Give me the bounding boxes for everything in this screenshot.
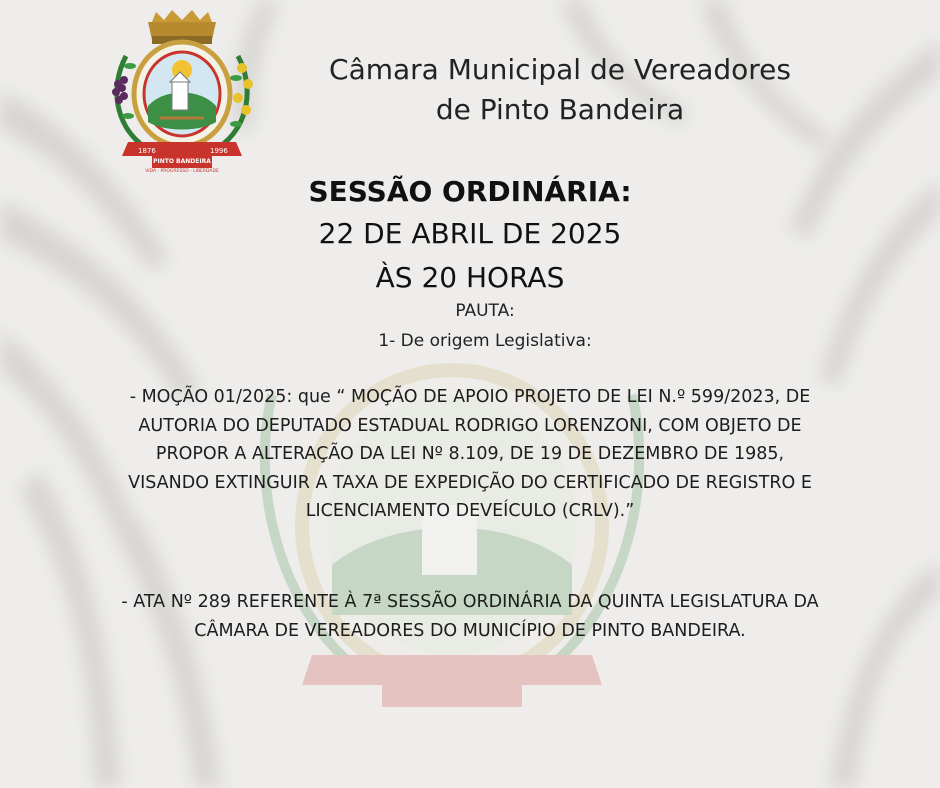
agenda-item-line: AUTORIA DO DEPUTADO ESTADUAL RODRIGO LORENZONI, COM OBJETO DE [138,415,802,436]
agenda-item-line: VISANDO EXTINGUIR A TAXA DE EXPEDIÇÃO DO CERTIFICADO DE REGISTRO E [128,472,812,493]
agenda-item-line: - MOÇÃO 01/2025: que “ MOÇÃO DE APOIO PROJETO DE LEI N.º 599/2023, DE [129,387,811,407]
agenda-item-line: CÂMARA DE VEREADORES DO MUNICÍPIO DE PINTO BANDEIRA. [194,620,746,641]
agenda-item-motion [60,383,880,526]
agenda-header [200,296,770,356]
page-title [270,50,850,130]
agenda-item-line: - ATA Nº 289 REFERENTE À 7ª SESSÃO ORDINÁRIA DA QUINTA LEGISLATURA DA [121,592,819,612]
agenda-item-minutes [60,588,880,645]
crest-year-right: 1996 [210,147,228,155]
crest-motto: VIDA - PROGRESSO - LIBERDADE [145,169,219,172]
agenda-label: PAUTA: [455,301,515,321]
session-date: 22 DE ABRIL DE 2025 [318,217,622,250]
title-line-1: Câmara Municipal de Vereadores [329,53,791,86]
session-heading: SESSÃO ORDINÁRIA: [308,175,632,208]
title-line-2: de Pinto Bandeira [435,93,685,126]
crest-year-left: 1876 [138,147,156,155]
agenda-section: 1- De origem Legislativa: [378,331,592,351]
municipal-crest-logo [104,6,260,172]
agenda-item-line: LICENCIAMENTO DEVEÍCULO (CRLV).” [305,501,635,521]
session-time: ÀS 20 HORAS [375,261,565,294]
crest-banner: PINTO BANDEIRA [153,158,211,165]
session-info [250,170,690,300]
agenda-item-line: PROPOR A ALTERAÇÃO DA LEI Nº 8.109, DE 19 DE DEZEMBRO DE 1985, [155,444,785,464]
